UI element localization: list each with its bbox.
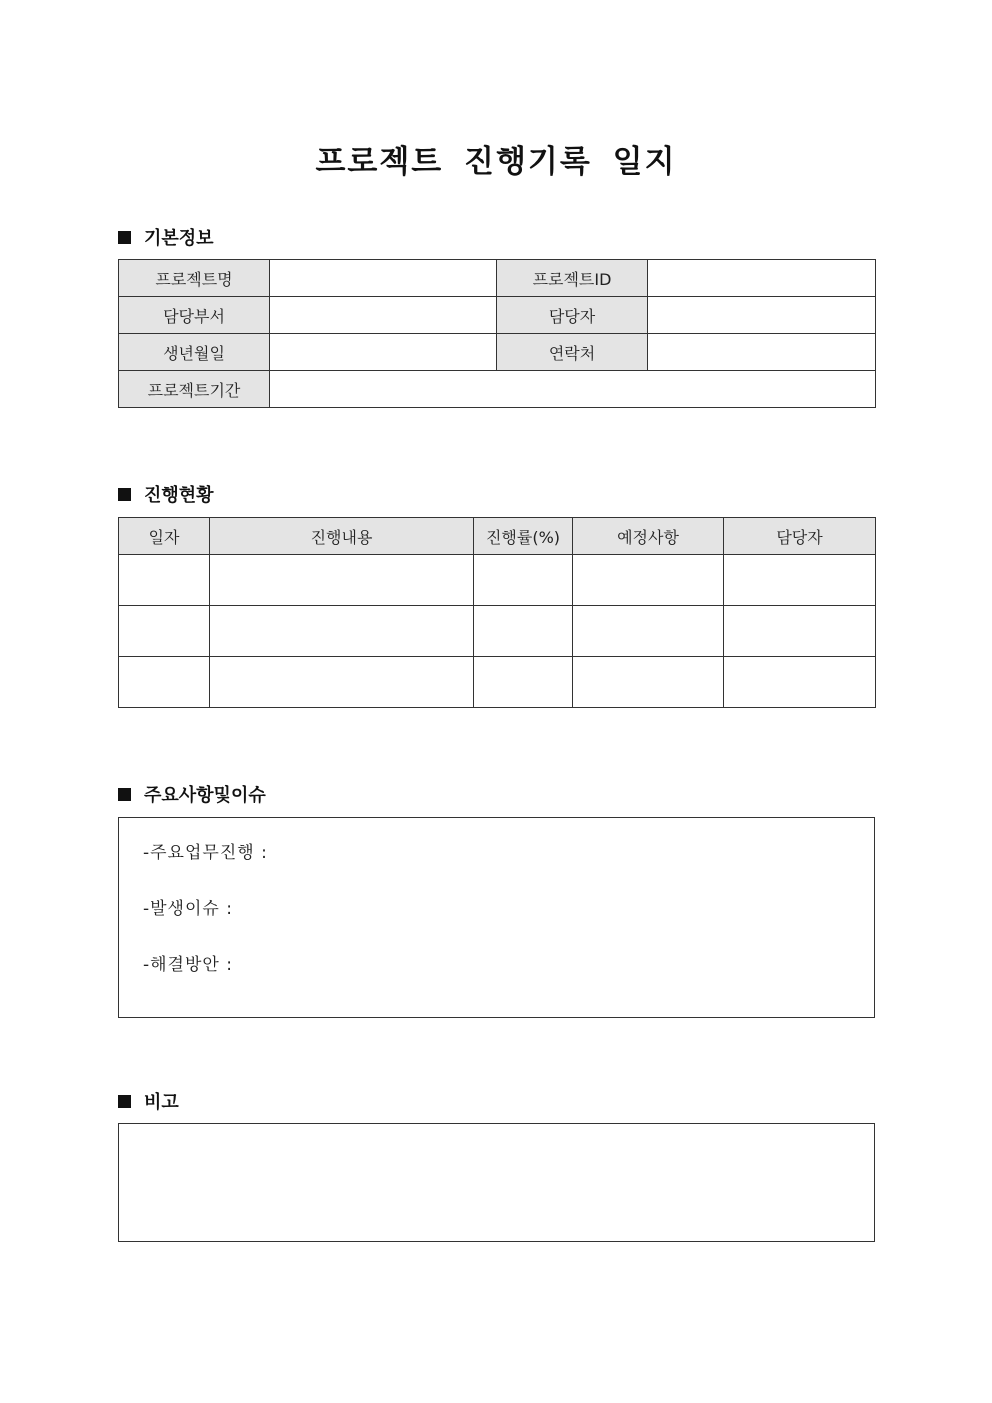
solution-line: -해결방안 : [143,955,233,975]
manager-field[interactable] [648,297,876,334]
progress-table [118,517,876,708]
progress-header-row [119,518,876,555]
rate-cell[interactable] [474,657,573,708]
main-tasks-line: -주요업무진행 : [143,843,268,863]
info-row-period [119,371,876,408]
table-row [119,555,876,606]
manager-cell[interactable] [724,657,876,708]
info-row-project [119,260,876,297]
square-bullet-icon [118,788,131,801]
column-header-rate: 진행률(%) [474,518,573,555]
content-cell[interactable] [210,555,474,606]
manager-label: 담당자 [497,297,648,334]
project-id-label: 프로젝트ID [497,260,648,297]
date-cell[interactable] [119,606,210,657]
basic-info-heading-text: 기본정보 [144,228,214,249]
contact-field[interactable] [648,334,876,371]
manager-cell[interactable] [724,606,876,657]
page-title: 프로젝트 진행기록 일지 [315,144,677,180]
square-bullet-icon [118,488,131,501]
remarks-box[interactable] [118,1123,875,1242]
column-header-date: 일자 [119,518,210,555]
department-label: 담당부서 [119,297,270,334]
project-name-field[interactable] [270,260,497,297]
content-cell[interactable] [210,606,474,657]
rate-cell[interactable] [474,555,573,606]
square-bullet-icon [118,231,131,244]
issues-occurred-line: -발생이슈 : [143,899,233,919]
column-header-content: 진행내용 [210,518,474,555]
manager-cell[interactable] [724,555,876,606]
remarks-heading-text: 비고 [144,1092,179,1113]
project-name-label: 프로젝트명 [119,260,270,297]
progress-heading [118,481,214,507]
table-row [119,606,876,657]
plan-cell[interactable] [573,657,724,708]
birthdate-field[interactable] [270,334,497,371]
column-header-plan: 예정사항 [573,518,724,555]
issues-heading [118,781,266,807]
remarks-heading [118,1088,179,1114]
content-cell[interactable] [210,657,474,708]
issues-box[interactable] [118,817,875,1018]
plan-cell[interactable] [573,555,724,606]
basic-info-heading [118,224,214,250]
rate-cell[interactable] [474,606,573,657]
info-row-department [119,297,876,334]
date-cell[interactable] [119,657,210,708]
birthdate-label: 생년월일 [119,334,270,371]
basic-info-table [118,259,876,408]
date-cell[interactable] [119,555,210,606]
progress-heading-text: 진행현황 [144,485,214,506]
plan-cell[interactable] [573,606,724,657]
period-label: 프로젝트기간 [119,371,270,408]
department-field[interactable] [270,297,497,334]
issues-heading-text: 주요사항및이슈 [144,785,266,806]
square-bullet-icon [118,1095,131,1108]
contact-label: 연락처 [497,334,648,371]
project-id-field[interactable] [648,260,876,297]
table-row [119,657,876,708]
period-field[interactable] [270,371,876,408]
column-header-manager: 담당자 [724,518,876,555]
info-row-birthdate [119,334,876,371]
